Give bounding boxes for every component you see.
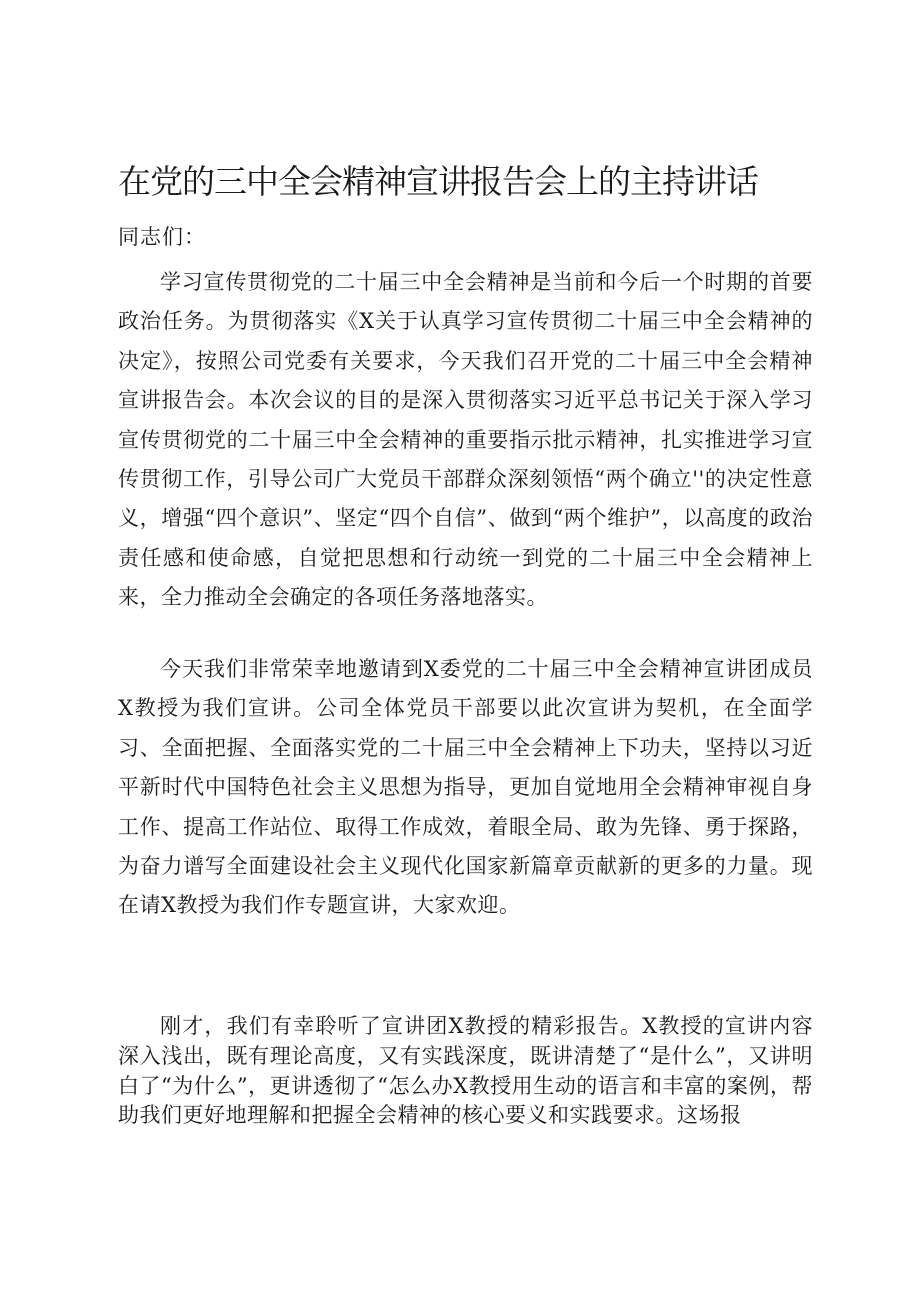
paragraph-3: 刚才，我们有幸聆听了宣讲团X教授的精彩报告。X教授的宣讲内容深入浅出，既有理论高度，又有实践深度，既讲清楚了“是什么”，又讲明白了“为什么”，更讲透彻了“怎么办X教授用生动的语言和丰富的案例，帮助我们更好地理解和把握全会精神的核心要义和实践要求。这场报: [118, 1014, 813, 1128]
salutation: 同志们：: [118, 225, 206, 249]
paragraph-2: 今天我们非常荣幸地邀请到X委党的二十届三中全会精神宣讲团成员X教授为我们宣讲。公司全体党员干部要以此次宣讲为契机，在全面学习、全面把握、全面落实党的二十届三中全会精神上下功夫，坚持以习近平新时代中国特色社会主义思想为指导，更加自觉地用全会精神审视自身工作、提高工作站位、取得工作成效，着眼全局、敢为先锋、勇于探路，为奋力谱写全面建设社会主义现代化国家新篇章贡献新的更多的力量。现在请X教授为我们作专题宣讲，大家欢迎。: [118, 657, 813, 918]
paragraph-1: 学习宣传贯彻党的二十届三中全会精神是当前和今后一个时期的首要政治任务。为贯彻落实《X关于认真学习宣传贯彻二十届三中全会精神的决定》，按照公司党委有关要求，今天我们召开党的二十届三中全会精神宣讲报告会。本次会议的目的是深入贯彻落实习近平总书记关于深入学习宣传贯彻党的二十届三中全会精神的重要指示批示精神，扎实推进学习宣传贯彻工作，引导公司广大党员干部群众深刻领悟“两个确立''的决定性意义，增强“四个意识”、坚定“四个自信”、做到“两个维护”，以高度的政治责任感和使命感，自觉把思想和行动统一到党的二十届三中全会精神上来，全力推动全会确定的各项任务落地落实。: [118, 270, 813, 610]
document-title: 在党的三中全会精神宣讲报告会上的主持讲话: [118, 162, 758, 201]
